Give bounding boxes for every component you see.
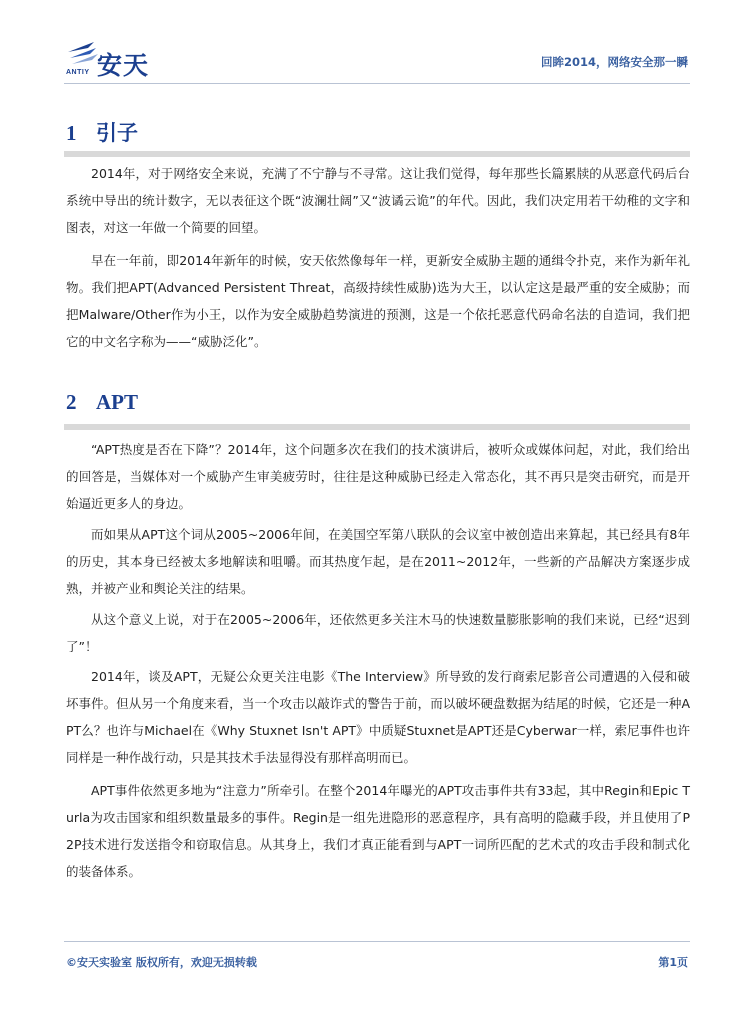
antiy-logo-icon — [66, 40, 100, 70]
footer-copyright: ©安天实验室 版权所有，欢迎无损转载 — [66, 956, 257, 969]
header-divider — [64, 83, 690, 84]
section-heading-1 — [66, 117, 138, 147]
paragraph: 早在一年前，即2014年新年的时候，安天依然像每年一样，更新安全威胁主题的通缉令扑克，来作为新年礼物。我们把APT(Advanced Persistent Threat，高级持续性威胁)选为大王，以认定这是最严重的安全威胁；而把Malware/Other作为小王，以作为安全威胁趋势演进的预测，这是一个依托恶意代码命名法的自造词，我们把它的中文名字称为——“威胁泛化”。 — [66, 253, 690, 349]
footer-divider — [64, 941, 690, 942]
page-header — [0, 0, 754, 100]
paragraph: 2014年，对于网络安全来说，充满了不宁静与不寻常。这让我们觉得，每年那些长篇累牍的从恶意代码后台系统中导出的统计数字，无以表征这个既“波澜壮阔”又“波谲云诡”的年代。因此，我们决定用若干幼稚的文字和图表，对这一年做一个简要的回望。 — [66, 166, 690, 235]
section-heading-2 — [66, 390, 138, 415]
page-number: 第1页 — [658, 956, 688, 969]
paragraph: “APT热度是否在下降”？2014年，这个问题多次在我们的技术演讲后，被听众或媒体问起，对此，我们给出的回答是，当媒体对一个威胁产生审美疲劳时，往往是这种威胁已经走入常态化，其不再只是突击研究，而是开始逼近更多人的身边。 — [66, 442, 690, 511]
section-title: 引子 — [96, 121, 138, 145]
paragraph: APT事件依然更多地为“注意力”所牵引。在整个2014年曝光的APT攻击事件共有33起，其中Regin和Epic Turla为攻击国家和组织数量最多的事件。Regin是一组先进隐形的恶意程序，具有高明的隐藏手段，并且使用了P2P技术进行发送指令和窃取信息。从其身上，我们才真正能看到与APT一词所匹配的艺术式的攻击手段和制式化的装备体系。 — [66, 783, 690, 879]
section-number: 1 — [66, 121, 77, 145]
document-title: 回眸2014，网络安全那一瞬 — [540, 55, 688, 69]
paragraph: 2014年，谈及APT，无疑公众更关注电影《The Interview》所导致的发行商索尼影音公司遭遇的入侵和破坏事件。但从另一个角度来看，当一个攻击以敲诈式的警告于前，而以破坏硬盘数据为结尾的时候，它还是一种APT么？也许与Michael在《Why Stuxnet Isn't APT》中质疑Stuxnet是APT还是Cyberwar一样，索尼事件也许同样是一种作战行动，只是其技术手法显得没有那样高明而已。 — [66, 669, 690, 765]
section-number: 2 — [66, 390, 77, 414]
paragraph: 而如果从APT这个词从2005~2006年间，在美国空军第八联队的会议室中被创造出来算起，其已经具有8年的历史，其本身已经被太多地解读和咀嚼。而其热度乍起，是在2011~2012年，一些新的产品解决方案逐步成熟，并被产业和舆论关注的结果。 — [66, 527, 690, 596]
logo-brand: ANTIY — [66, 69, 90, 76]
section-divider — [64, 151, 690, 157]
paragraph: 从这个意义上说，对于在2005~2006年，还依然更多关注木马的快速数量膨胀影响的我们来说，已经“迟到了”！ — [66, 612, 690, 654]
logo-text: 安天 — [97, 51, 150, 80]
section-title: APT — [96, 390, 138, 414]
section-divider — [64, 424, 690, 430]
